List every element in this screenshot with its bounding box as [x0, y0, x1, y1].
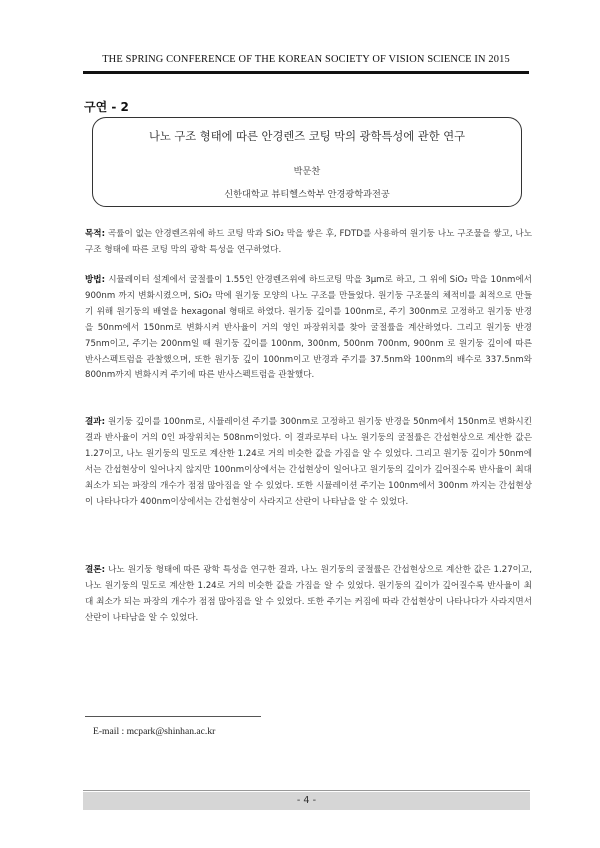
footnote-rule: [85, 716, 261, 717]
conclusion-paragraph: [85, 563, 532, 627]
conclusion-text: 나노 원기둥 형태에 따른 광학 특성을 연구한 결과, 나노 원기둥의 굴절률은 간섭현상으로 계산한 값은 1.27이고, 나노 원기둥의 밀도로 계산한 1.24로 거의 비슷한 값을 가짐을 알 수 있었다. 원기둥의 깊이가 깊어질수록 반사율이 최대 최소가 되는 파장의 개수가 점점 많아짐을 알 수 있었다. 또한 주기는 커짐에 따라 간섭현상이 나타나다가 사라지면서 산란이 나타남을 알 수 있었다.: [85, 565, 532, 623]
running-header: THE SPRING CONFERENCE OF THE KOREAN SOCIETY OF VISION SCIENCE IN 2015: [102, 54, 510, 65]
result-label: 결과:: [85, 417, 106, 427]
conclusion-label: 결론:: [85, 565, 106, 575]
page-number: - 4 -: [83, 792, 530, 810]
author-name: 박문찬: [293, 166, 321, 177]
purpose-text: 곡률이 없는 안경렌즈위에 하드 코팅 막과 SiO₂ 막을 쌓은 후, FDTD를 사용하여 원기둥 나노 구조물을 쌓고, 나노 구조 형태에 따른 코팅 막의 광학 특성을 연구하였다.: [85, 229, 532, 255]
paper-title: 나노 구조 형태에 따른 안경렌즈 코팅 막의 광학특성에 관한 연구: [148, 130, 466, 143]
result-paragraph: [85, 415, 532, 510]
result-text: 원기둥 깊이를 100nm로, 시뮬레이션 주기를 300nm로 고정하고 원기둥 반경을 50nm에서 150nm로 변화시킨 결과 반사율이 거의 0인 파장위치는 508nm이었다. 이 결과로부터 나노 원기둥의 굴절률은 간섭현상으로 계산한 값은 1.27이고, 나노 원기둥의 밀도로 계산한 1.24로 거의 비슷한 값을 가짐을 알 수 있었다. 그리고 원기둥 깊이가 50nm에서는 간섭현상이 일어나지 않지만 100nm이상에서는 간섭현상이 일어나고 원기둥의 깊이가 깊어질수록 반사율이 최대 최소가 되는 파장의 개수가 점점 많아짐을 알 수 있었다. 또한 시뮬레이션 주기는 100nm에서 300nm 까지는 간섭현상이 나타나다가 400nm이상에서는 간섭현상이 사라지고 산란이 나타남을 알 수 있었다.: [85, 417, 532, 507]
header-rule: [83, 71, 529, 74]
method-paragraph: [85, 273, 532, 384]
affiliation: 신한대학교 뷰티헬스학부 안경광학과전공: [224, 189, 390, 200]
purpose-label: 목적:: [85, 229, 106, 239]
footer-rule: [83, 790, 530, 791]
footnote-email: E-mail : mcpark@shinhan.ac.kr: [93, 726, 216, 737]
title-box: [92, 117, 522, 207]
method-label: 방법:: [85, 275, 106, 285]
section-label: 구연 - 2: [84, 100, 129, 114]
purpose-paragraph: [85, 227, 532, 259]
method-text: 시뮬레이터 설계에서 굴절률이 1.55인 안경렌즈위에 하드코팅 막을 3μm로 하고, 그 위에 SiO₂ 막을 10nm에서 900nm 까지 변화시켰으며, SiO₂ 막에 원기둥 모양의 나노 구조를 만들었다. 원기둥 구조물의 체적비를 최적으로 만들기 위해 원기둥의 배열을 hexagonal 형태로 하였다. 원기둥 깊이를 100nm로, 주기 300nm로 고정하고 원기둥 반경을 50nm에서 150nm로 변화시켜 반사율이 거의 영인 파장위치를 찾아 굴절률을 계산하였다. 그리고 원기둥 반경 75nm이고, 주기는 200nm일 때 원기둥 깊이를 100nm, 300nm, 500nm 700nm, 900nm 로 원기둥 깊이에 따른 반사스펙트럼을 관찰했으며, 또한 원기둥 깊이 100nm이고 반경과 주기를 37.5nm와 100nm의 배수로 337.5nm와 800nm까지 변화시켜 주기에 따른 반사스펙트럼을 관찰했다.: [85, 275, 532, 381]
